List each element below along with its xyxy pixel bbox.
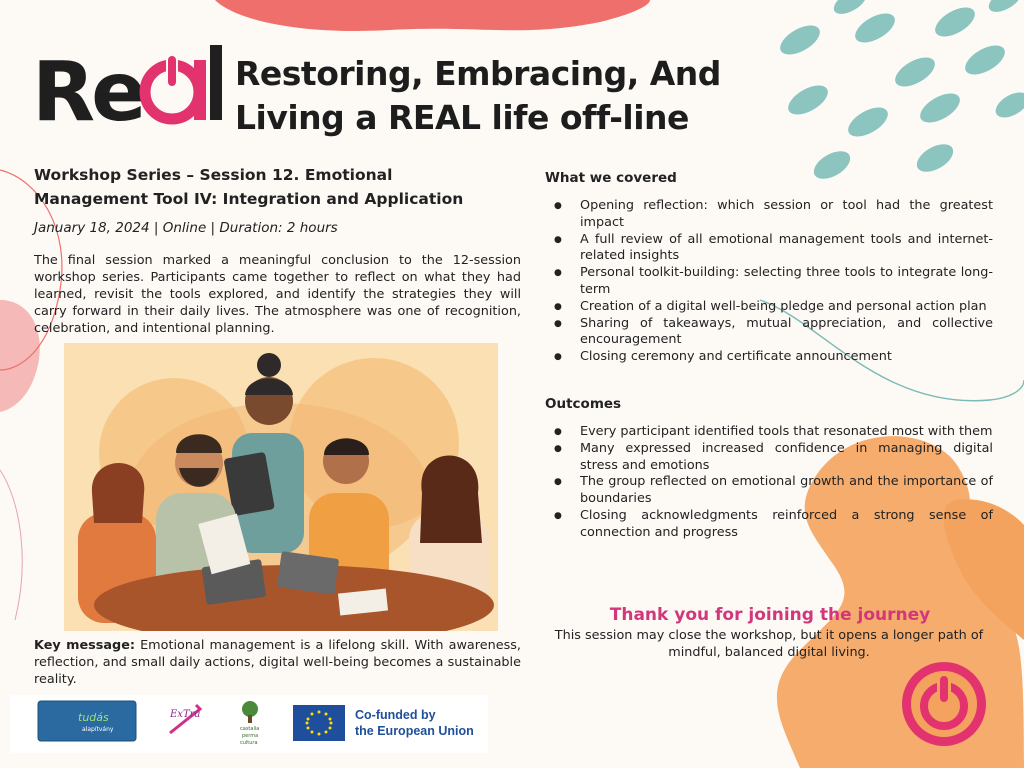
list-item: ● Personal toolkit-building: selecting three tools to integrate long-term xyxy=(545,265,993,299)
thank-you-text: This session may close the workshop, but it opens a longer path of mindful, balanced digital living. xyxy=(554,628,984,660)
list-item: ● A full review of all emotional management tools and internet-related insights xyxy=(545,232,993,266)
power-icon xyxy=(900,660,988,748)
session-meta: January 18, 2024 | Online | Duration: 2 hours xyxy=(34,220,338,236)
castalia-logo-text-3: cultura xyxy=(240,740,258,746)
outcomes-heading: Outcomes xyxy=(545,396,622,412)
tagline-line-2: Living a REAL life off-line xyxy=(235,98,689,137)
svg-text:Re: Re xyxy=(32,45,143,140)
list-item: ● Many expressed increased confidence in managing digital stress and emotions xyxy=(545,441,993,475)
extra-logo-text: ExTra xyxy=(170,709,201,720)
list-item: ● Closing acknowledgments reinforced a strong sense of connection and progress xyxy=(545,508,993,542)
outcomes-list xyxy=(545,424,993,542)
list-item: ● The group reflected on emotional growth and the importance of boundaries xyxy=(545,474,993,508)
key-message xyxy=(34,637,521,688)
tagline xyxy=(235,52,755,140)
tudas-logo-text: tudás xyxy=(78,711,109,724)
intro-paragraph: The final session marked a meaningful conclusion to the 12-session workshop series. Participants came together to reflect on what they had learned, revisit the tools explored, and identify the strategies they will carry forward in their daily lives. The atmosphere was one of recognition, celebration, and intentional planning. xyxy=(34,253,521,336)
list-item: ● Opening reflection: which session or tool had the greatest impact xyxy=(545,198,993,232)
list-item: ● Sharing of takeaways, mutual appreciation, and collective encouragement xyxy=(545,316,993,350)
castalia-logo-text-2: perma xyxy=(242,733,259,739)
thank-you-heading: Thank you for joining the journey xyxy=(609,605,931,625)
tudas-logo-subtext: alapítvány xyxy=(82,726,114,733)
key-message-label: Key message: xyxy=(34,638,136,653)
eu-cofunded-line-2: the European Union xyxy=(355,724,474,738)
session-title-line-2: Management Tool IV: Integration and Application xyxy=(34,190,464,208)
session-title xyxy=(34,163,524,211)
workshop-illustration xyxy=(64,343,498,631)
tagline-line-1: Restoring, Embracing, And xyxy=(235,54,721,93)
list-item: ● Creation of a digital well-being pledge and personal action plan xyxy=(545,299,993,316)
covered-heading: What we covered xyxy=(545,170,677,186)
real-logo xyxy=(32,40,222,140)
eu-cofunded-line-1: Co-funded by xyxy=(355,708,436,722)
key-message-text: Emotional management is a lifelong skill. With awareness, reflection, and small daily actions, digital well-being becomes a sustainable reality. xyxy=(34,638,521,687)
list-item: ● Closing ceremony and certificate announcement xyxy=(545,349,993,366)
list-item: ● Every participant identified tools that resonated most with them xyxy=(545,424,993,441)
footer-logos xyxy=(10,695,488,753)
covered-list xyxy=(545,198,993,366)
castalia-logo-text-1: castalia xyxy=(240,726,260,732)
session-title-line-1: Workshop Series – Session 12. Emotional xyxy=(34,166,393,184)
